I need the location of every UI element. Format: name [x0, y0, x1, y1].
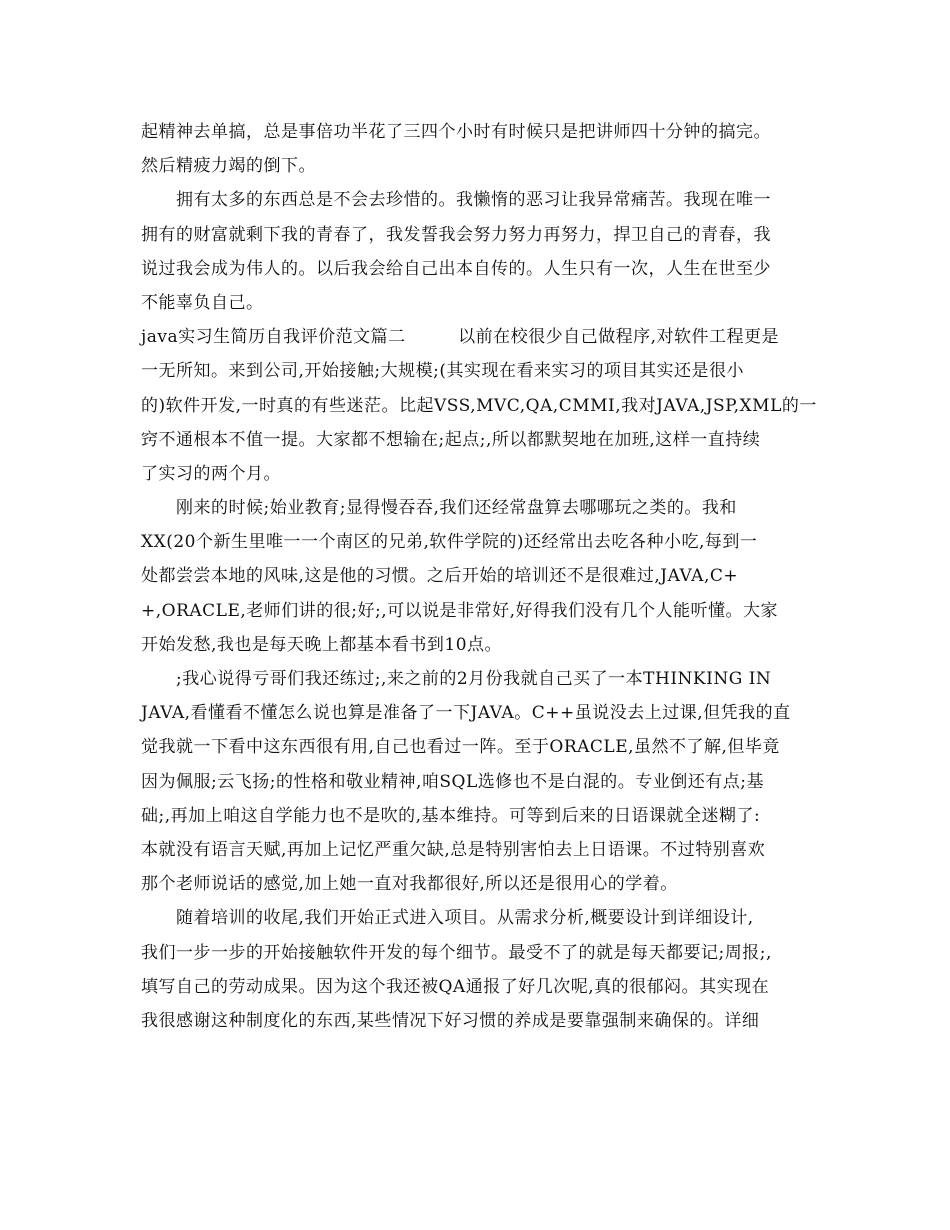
text-line: 说过我会成为伟人的。以后我会给自己出本自传的。人生只有一次，人生在世至少 [141, 258, 771, 279]
text-line: 不能辜负自己。 [141, 292, 264, 313]
text-line: 开始发愁,我也是每天晚上都基本看书到10点。 [141, 634, 503, 655]
text-line: 我们一步一步的开始接触软件开发的每个细节。最受不了的就是每天都要记;周报;, [141, 942, 772, 963]
text-line: JAVA,看懂看不懂怎么说也算是准备了一下JAVA。C++虽说没去上过课,但凭我的直 [141, 703, 791, 724]
body-text [141, 115, 817, 1038]
text-line: 处都尝尝本地的风味,这是他的习惯。之后开始的培训还不是很难过,JAVA,C+ [141, 566, 739, 587]
text-line: 因为佩服;云飞扬;的性格和敬业精神,咱SQL选修也不是白混的。专业倒还有点;基 [141, 771, 764, 792]
text-line: ;我心说得亏哥们我还练过;,来之前的2月份我就自己买了一本THINKING IN [141, 669, 772, 689]
text-line: 填写自己的劳动成果。因为这个我还被QA通报了好几次呢,真的很郁闷。其实现在 [141, 976, 770, 997]
text-line: 刚来的时候;始业教育;显得慢吞吞,我们还经常盘算去哪哪玩之类的。我和 [141, 498, 737, 519]
text-line: 然后精疲力竭的倒下。 [141, 156, 316, 177]
text-line: java实习生简历自我评价范文篇二 以前在校很少自己做程序,对软件工程更是 [141, 327, 780, 348]
text-line: 窍不通根本不值一提。大家都不想输在;起点;,所以都默契地在加班,这样一直持续 [141, 429, 761, 450]
text-line: 一无所知。来到公司,开始接触;大规模;(其实现在看来实习的项目其实还是很小 [141, 361, 744, 382]
text-line: XX(20个新生里唯一一个南区的兄弟,软件学院的)还经常出去吃各种小吃,每到一 [141, 532, 758, 553]
text-line: 拥有太多的东西总是不会去珍惜的。我懒惰的恶习让我异常痛苦。我现在唯一 [141, 190, 771, 211]
text-line: 的)软件开发,一时真的有些迷茫。比起VSS,MVC,QA,CMMI,我对JAVA,JSP,XML的一 [141, 395, 817, 416]
text-line: 拥有的财富就剩下我的青春了，我发誓我会努力努力再努力，捍卫自己的青春，我 [141, 224, 771, 245]
text-line: 了实习的两个月。 [141, 463, 281, 484]
text-line: 那个老师说话的感觉,加上她一直对我都很好,所以还是很用心的学着。 [141, 874, 678, 895]
text-line: 本就没有语言天赋,再加上记忆严重欠缺,总是特别害怕去上日语课。不过特别喜欢 [141, 839, 766, 860]
text-line: 我很感谢这种制度化的东西,某些情况下好习惯的养成是要靠强制来确保的。详细 [141, 1010, 760, 1031]
text-line: 起精神去单搞，总是事倍功半花了三四个小时有时候只是把讲师四十分钟的搞完。 [141, 122, 771, 142]
text-line: 随着培训的收尾,我们开始正式进入项目。从需求分析,概要设计到详细设计, [141, 908, 754, 929]
text-line: 觉我就一下看中这东西很有用,自己也看过一阵。至于ORACLE,虽然不了解,但毕竟 [141, 737, 780, 758]
text-line: +,ORACLE,老师们讲的很;好;,可以说是非常好,好得我们没有几个人能听懂。大家 [141, 600, 779, 621]
text-line: 础;,再加上咱这自学能力也不是吹的,基本维持。可等到后来的日语课就全迷糊了: [141, 805, 761, 826]
